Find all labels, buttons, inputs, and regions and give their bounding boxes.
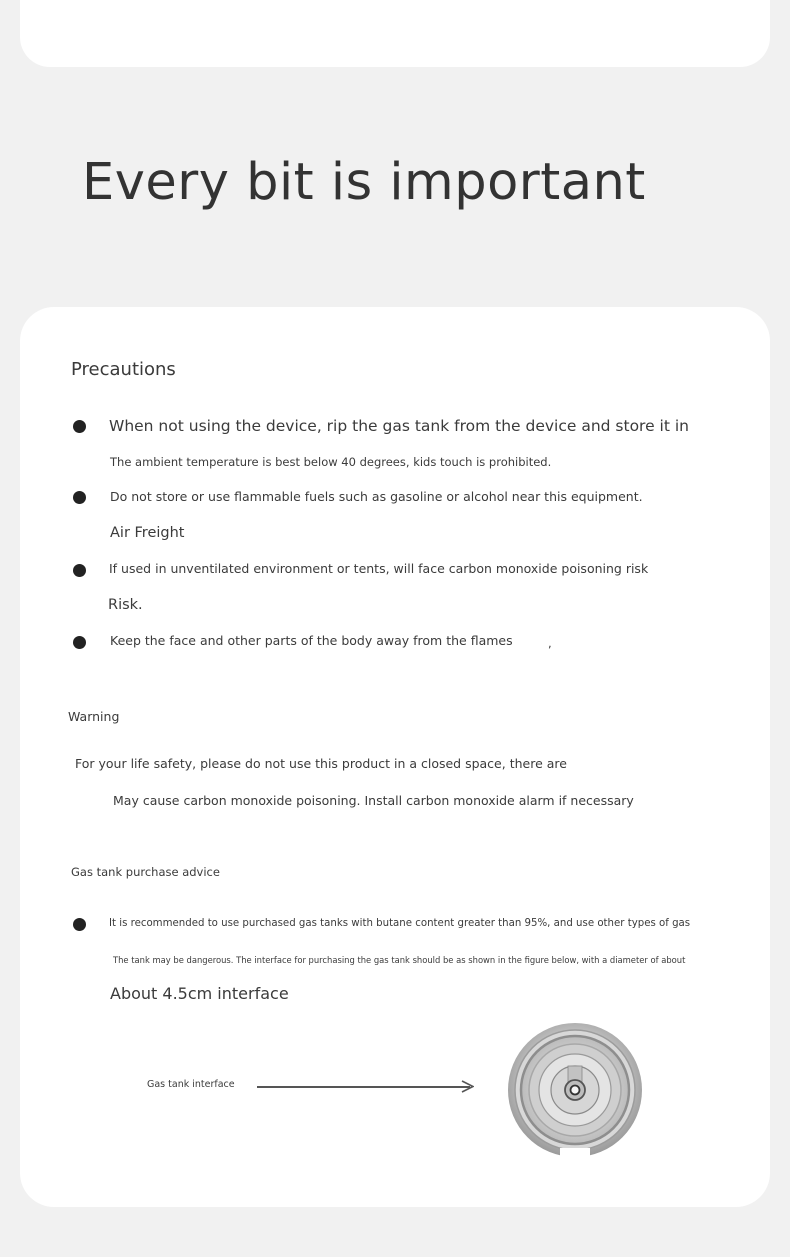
bullet-icon xyxy=(73,420,86,433)
arrow-right-icon xyxy=(461,1080,474,1093)
precaution-4-line-1: Keep the face and other parts of the body away from the flames xyxy=(110,633,513,648)
purchase-title: Gas tank purchase advice xyxy=(71,865,220,879)
purchase-line-3: About 4.5cm interface xyxy=(110,984,289,1003)
gas-interface-label: Gas tank interface xyxy=(147,1079,235,1090)
precaution-1-line-2: The ambient temperature is best below 40 degrees, kids touch is prohibited. xyxy=(110,455,552,469)
precaution-2-line-1: Do not store or use flammable fuels such as gasoline or alcohol near this equipment. xyxy=(110,489,643,504)
purchase-line-2: The tank may be dangerous. The interface for purchasing the gas tank should be as shown in the figure below, with a diameter of about xyxy=(113,955,686,965)
precautions-title: Precautions xyxy=(71,359,176,380)
precaution-3-line-1: If used in unventilated environment or tents, will face carbon monoxide poisoning risk xyxy=(109,561,649,576)
precaution-1-line-1: When not using the device, rip the gas tank from the device and store it in xyxy=(109,417,689,435)
top-card xyxy=(20,0,770,67)
precaution-4-trail: , xyxy=(548,636,552,650)
arrow-line xyxy=(257,1086,470,1088)
page-headline: Every bit is important xyxy=(82,153,646,212)
warning-line-1: For your life safety, please do not use this product in a closed space, there are xyxy=(75,756,567,771)
gas-tank-valve-icon xyxy=(505,1020,645,1160)
bullet-icon xyxy=(73,636,86,649)
bullet-icon xyxy=(73,918,86,931)
precaution-3-line-2: Risk. xyxy=(108,597,143,613)
precaution-2-line-2: Air Freight xyxy=(110,525,185,541)
warning-line-2: May cause carbon monoxide poisoning. Install carbon monoxide alarm if necessary xyxy=(113,793,634,808)
bullet-icon xyxy=(73,491,86,504)
purchase-line-1: It is recommended to use purchased gas tanks with butane content greater than 95%, and use other types of gas xyxy=(109,918,691,929)
warning-title: Warning xyxy=(68,709,120,724)
bullet-icon xyxy=(73,564,86,577)
